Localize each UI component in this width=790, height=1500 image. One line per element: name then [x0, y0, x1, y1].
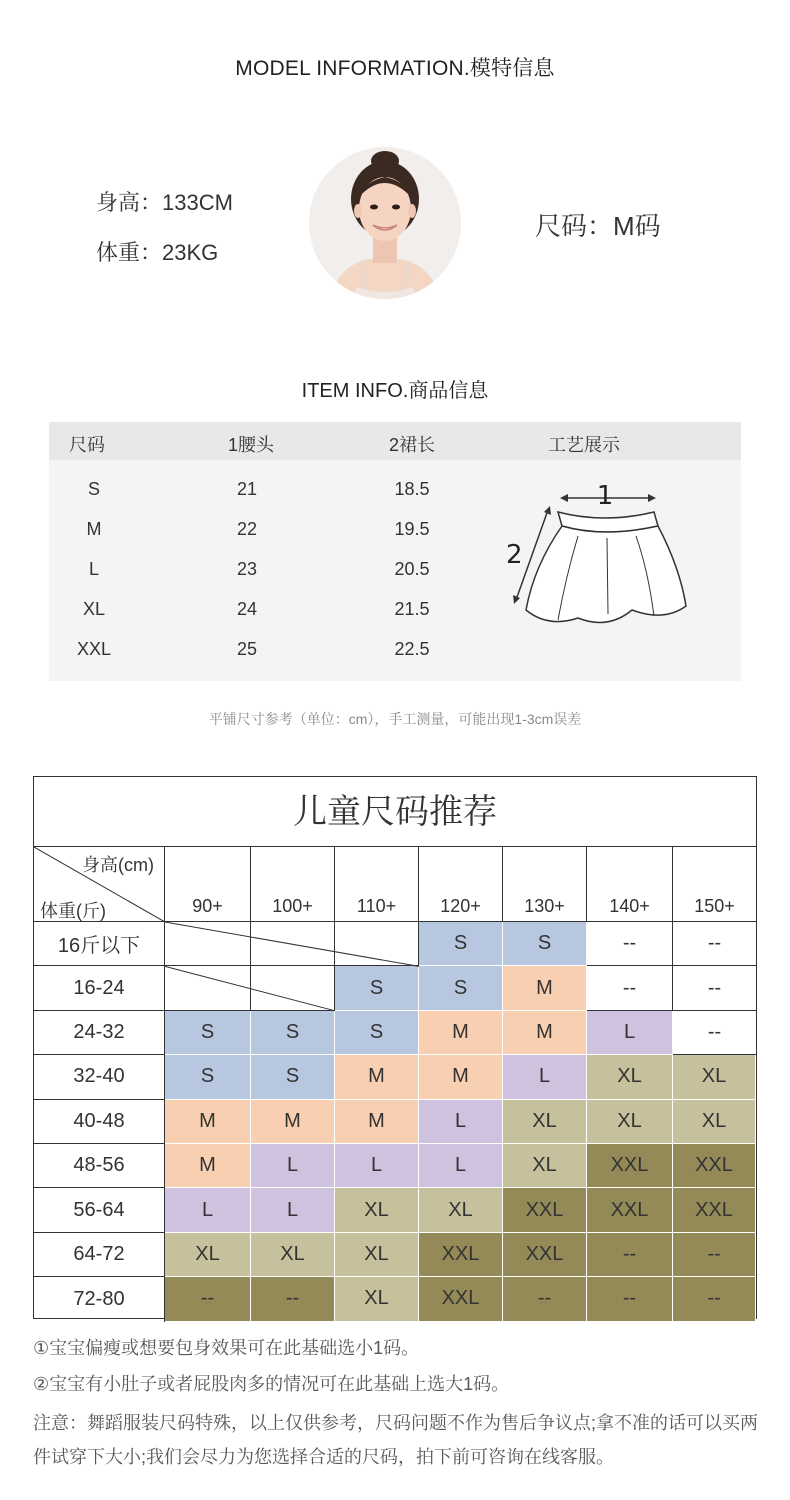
size-cell: XL: [587, 1055, 673, 1099]
size-cell: XL: [419, 1188, 503, 1232]
item-length: 19.5: [394, 519, 430, 539]
size-cell: XXL: [673, 1144, 756, 1188]
item-info-title: ITEM INFO.商品信息: [301, 380, 489, 402]
size-cell: L: [335, 1144, 419, 1188]
size-cell: S: [165, 1055, 251, 1099]
size-cell: M: [419, 1011, 503, 1055]
size-cell: --: [165, 1277, 251, 1321]
size-cell: S: [335, 966, 419, 1010]
item-size: L: [88, 559, 99, 579]
corner-height-label: 身高(cm): [82, 855, 154, 875]
model-avatar: [309, 147, 461, 299]
header-size: 尺码: [69, 435, 105, 455]
size-cell: [251, 966, 335, 1010]
header-waist: 1腰头: [228, 435, 275, 455]
corner-cell: [34, 847, 165, 922]
weight-row-label: 16-24: [34, 966, 165, 1010]
weight-row-label: 72-80: [34, 1277, 165, 1321]
size-cell: S: [503, 922, 587, 966]
model-weight: 体重：23KG: [96, 240, 219, 265]
note-disclaimer: 注意：舞蹈服装尺码特殊，以上仅供参考，尺码问题不作为售后争议点;拿不准的话可以买两件试穿下大小;我们会尽力为您选择合适的尺码，拍下前可咨询在线客服。: [33, 1413, 758, 1467]
header-length: 2裙长: [389, 435, 436, 455]
item-waist: 21: [236, 479, 258, 499]
weight-row-label: 16斤以下: [34, 922, 165, 966]
weight-row-label: 40-48: [34, 1100, 165, 1144]
weight-row-label: 24-32: [34, 1011, 165, 1055]
size-cell: [335, 922, 419, 966]
size-cell: XXL: [587, 1144, 673, 1188]
item-table-header: [49, 422, 741, 460]
length-marker: 2: [506, 540, 523, 570]
note-smaller: ①宝宝偏瘦或想要包身效果可在此基础选小1码。: [33, 1338, 420, 1358]
size-cell: XXL: [503, 1233, 587, 1277]
skirt-diagram-icon: [504, 480, 694, 650]
size-cell: L: [251, 1144, 335, 1188]
size-cell: [165, 922, 251, 966]
size-cell: XL: [335, 1277, 419, 1321]
height-header: 140+: [587, 847, 673, 922]
waist-marker: 1: [596, 481, 614, 511]
size-cell: XXL: [503, 1188, 587, 1232]
header-craft: 工艺展示: [548, 435, 620, 455]
size-cell: M: [165, 1100, 251, 1144]
height-header: 120+: [419, 847, 503, 922]
size-cell: --: [587, 1277, 673, 1321]
note-larger: ②宝宝有小肚子或者屁股肉多的情况可在此基础上选大1码。: [33, 1374, 510, 1394]
size-cell: --: [673, 1011, 756, 1055]
weight-row-label: 48-56: [34, 1144, 165, 1188]
size-cell: XL: [165, 1233, 251, 1277]
size-cell: XXL: [419, 1277, 503, 1321]
size-cell: --: [587, 922, 673, 966]
size-cell: XL: [503, 1100, 587, 1144]
size-recommendation-table: [33, 776, 757, 1319]
height-header: 150+: [673, 847, 756, 922]
size-cell: L: [419, 1100, 503, 1144]
size-cell: --: [673, 1233, 756, 1277]
size-cell: XL: [335, 1188, 419, 1232]
size-cell: L: [503, 1055, 587, 1099]
model-info-title: MODEL INFORMATION.模特信息: [235, 57, 555, 80]
size-cell: XL: [587, 1100, 673, 1144]
size-cell: M: [335, 1100, 419, 1144]
size-cell: S: [251, 1055, 335, 1099]
size-cell: XL: [335, 1233, 419, 1277]
item-length: 20.5: [394, 559, 430, 579]
size-cell: M: [251, 1100, 335, 1144]
weight-row-label: 56-64: [34, 1188, 165, 1232]
size-cell: --: [587, 1233, 673, 1277]
size-cell: XXL: [587, 1188, 673, 1232]
size-cell: [165, 966, 251, 1010]
size-cell: S: [251, 1011, 335, 1055]
size-cell: [251, 922, 335, 966]
size-cell: --: [673, 922, 756, 966]
size-cell: M: [165, 1144, 251, 1188]
weight-row-label: 32-40: [34, 1055, 165, 1099]
size-cell: S: [335, 1011, 419, 1055]
size-cell: XL: [673, 1055, 756, 1099]
recommendation-title: 儿童尺码推荐: [34, 777, 756, 847]
item-waist: 25: [236, 639, 258, 659]
corner-weight-label: 体重(斤): [40, 901, 106, 921]
size-cell: M: [419, 1055, 503, 1099]
model-size: 尺码：M码: [535, 211, 661, 241]
item-size: XXL: [76, 639, 112, 659]
item-size: XL: [82, 599, 106, 619]
size-cell: XL: [673, 1100, 756, 1144]
item-waist: 24: [236, 599, 258, 619]
height-header: 90+: [165, 847, 251, 922]
size-cell: L: [251, 1188, 335, 1232]
height-header: 110+: [335, 847, 419, 922]
size-cell: M: [503, 1011, 587, 1055]
size-cell: --: [503, 1277, 587, 1321]
model-height: 身高：133CM: [96, 190, 233, 215]
size-cell: --: [587, 966, 673, 1010]
size-cell: --: [673, 1277, 756, 1321]
size-cell: L: [587, 1011, 673, 1055]
item-length: 18.5: [394, 479, 430, 499]
size-cell: XXL: [419, 1233, 503, 1277]
height-header: 100+: [251, 847, 335, 922]
item-length: 21.5: [394, 599, 430, 619]
size-cell: S: [165, 1011, 251, 1055]
recommendation-grid: [34, 847, 756, 1318]
item-info-table: [49, 422, 741, 681]
size-cell: S: [419, 966, 503, 1010]
weight-row-label: 64-72: [34, 1233, 165, 1277]
size-cell: L: [419, 1144, 503, 1188]
size-cell: --: [673, 966, 756, 1010]
item-waist: 23: [236, 559, 258, 579]
measurement-note: 平铺尺寸参考（单位：cm），手工测量，可能出现1-3cm误差: [208, 711, 582, 727]
size-cell: L: [165, 1188, 251, 1232]
size-cell: XL: [503, 1144, 587, 1188]
height-header: 130+: [503, 847, 587, 922]
item-size: S: [87, 479, 100, 499]
size-cell: XL: [251, 1233, 335, 1277]
item-waist: 22: [236, 519, 258, 539]
size-cell: M: [335, 1055, 419, 1099]
size-cell: --: [251, 1277, 335, 1321]
size-cell: M: [503, 966, 587, 1010]
item-length: 22.5: [394, 639, 430, 659]
size-cell: S: [419, 922, 503, 966]
child-portrait-icon: [309, 147, 461, 299]
size-cell: XXL: [673, 1188, 756, 1232]
item-size: M: [86, 519, 102, 539]
